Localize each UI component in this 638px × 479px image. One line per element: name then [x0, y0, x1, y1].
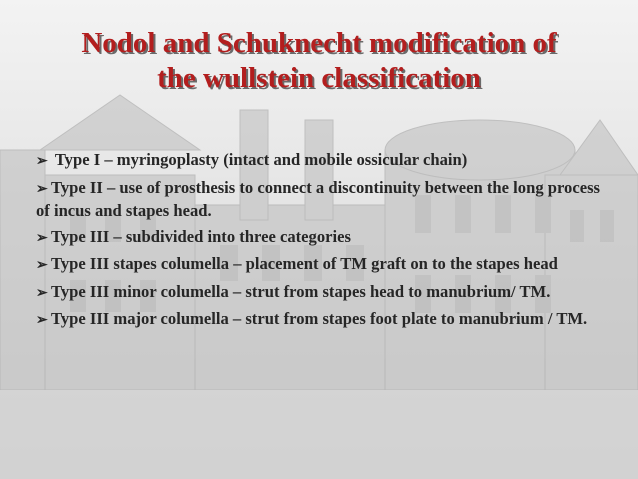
slide-title	[30, 26, 608, 96]
arrow-bullet-icon: ➢	[36, 154, 48, 169]
bullet-item	[36, 308, 611, 332]
title-line-2: the wullstein classification	[157, 62, 481, 94]
bullet-text: Type III – subdivided into three categories	[51, 226, 351, 246]
title-line-1: Nodol and Schuknecht modification of	[81, 27, 557, 59]
bullet-text: Type I – myringoplasty (intact and mobile ossicular chain)	[51, 150, 468, 169]
arrow-bullet-icon: ➢	[36, 181, 48, 197]
bullet-text: Type III major columella – strut from stapes foot plate to manubrium / TM.	[51, 309, 588, 328]
arrow-bullet-icon: ➢	[36, 230, 48, 246]
bullet-text: Type III stapes columella – placement of TM graft on to the stapes head	[51, 254, 558, 273]
bullet-item	[36, 177, 611, 222]
bullet-item	[36, 281, 611, 305]
bullet-text: Type III minor columella – strut from stapes head to manubrium/ TM.	[51, 281, 551, 301]
bullet-list	[36, 149, 611, 336]
arrow-bullet-icon: ➢	[36, 258, 48, 273]
bullet-item	[36, 149, 611, 173]
bullet-item	[36, 226, 611, 250]
arrow-bullet-icon: ➢	[36, 285, 48, 301]
arrow-bullet-icon: ➢	[36, 313, 48, 328]
bullet-text: Type II – use of prosthesis to connect a discontinuity between the long process of incus and stapes head.	[36, 177, 600, 220]
bullet-item	[36, 253, 611, 277]
